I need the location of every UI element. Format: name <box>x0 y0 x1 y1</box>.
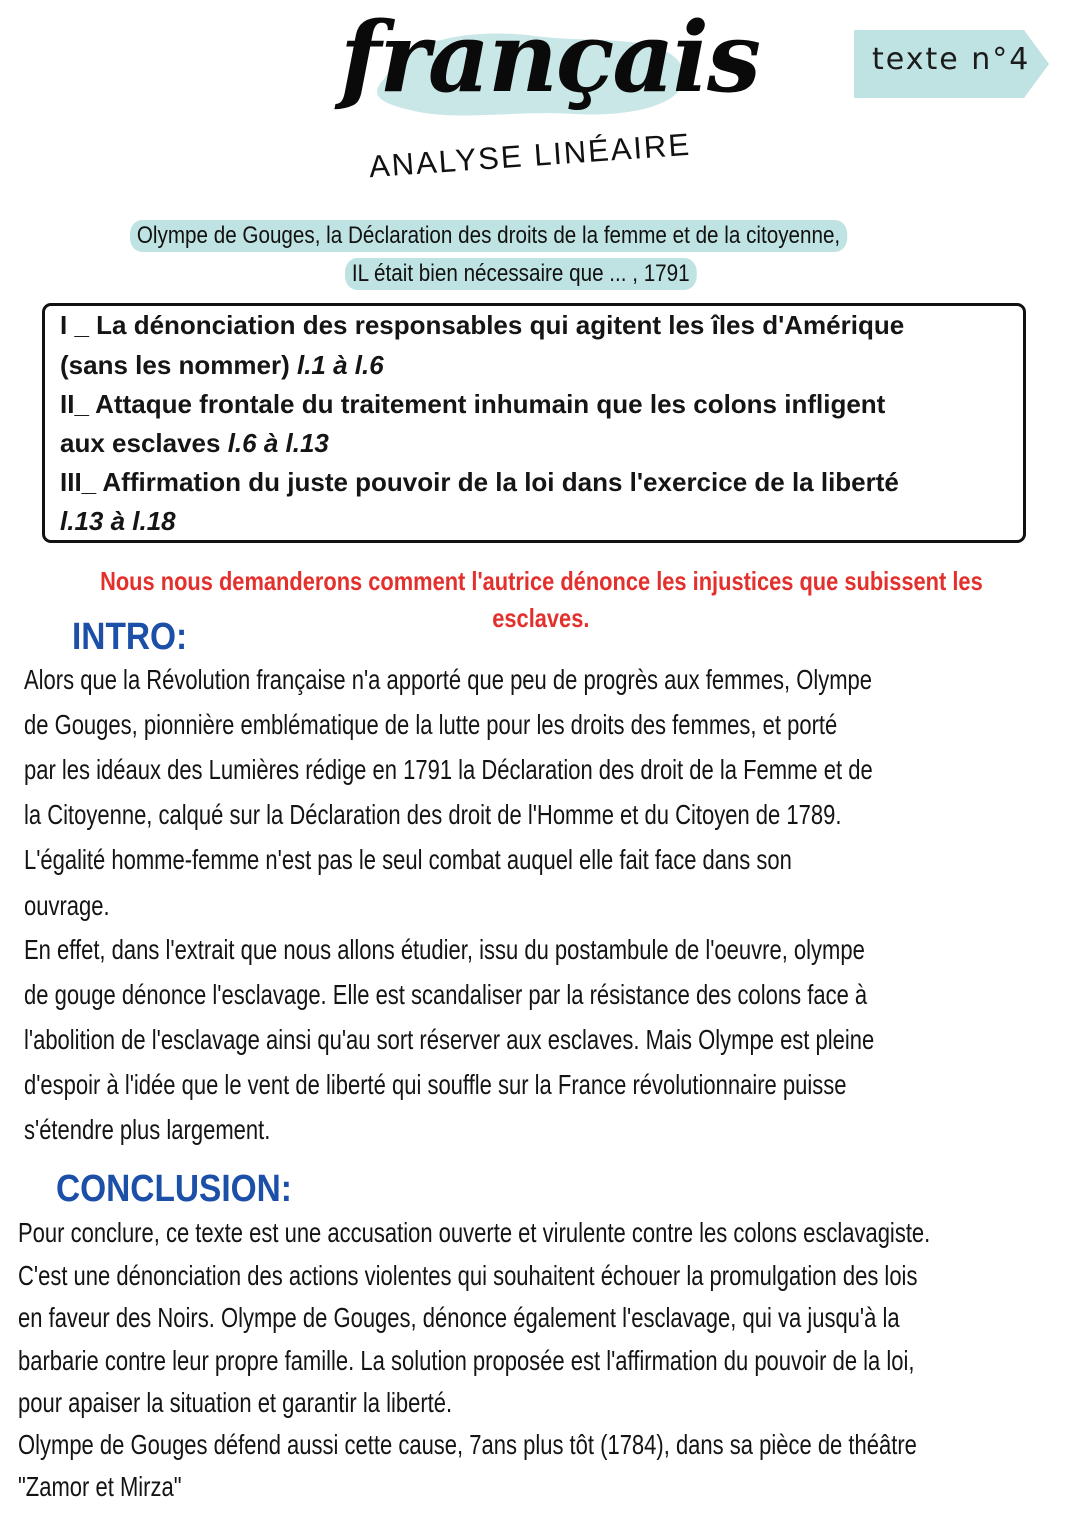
plan-line: I _ La dénonciation des responsables qui agitent les îles d'Amérique <box>60 310 905 340</box>
conclusion-line: Olympe de Gouges défend aussi cette cause, 7ans plus tôt (1784), dans sa pièce de théâtre <box>18 1429 917 1460</box>
page-title: français <box>340 1 760 114</box>
intro-line: ouvrage. <box>24 890 110 921</box>
intro-line: En effet, dans l'extrait que nous allons étudier, issu du postambule de l'oeuvre, olympe <box>24 934 865 965</box>
intro-line: de gouge dénonce l'esclavage. Elle est scandaliser par la résistance des colons face à <box>24 979 868 1010</box>
problematique-line-1: Nous nous demanderons comment l'autrice dénonce les injustices que subissent les <box>99 566 983 596</box>
conclusion-line: barbarie contre leur propre famille. La solution proposée est l'affirmation du pouvoir de la loi, <box>18 1345 915 1376</box>
conclusion-heading: CONCLUSION: <box>56 1168 292 1210</box>
problematique-line-2: esclaves. <box>492 603 590 633</box>
page-subtitle: ANALYSE LINÉAIRE <box>367 126 693 185</box>
conclusion-line: Pour conclure, ce texte est une accusation ouverte et virulente contre les colons esclavagiste. <box>18 1217 931 1248</box>
source-line-2: IL était bien nécessaire que ... , 1791 <box>345 258 696 290</box>
intro-line: de Gouges, pionnière emblématique de la lutte pour les droits des femmes, et porté <box>24 709 838 740</box>
conclusion-line: C'est une dénonciation des actions violentes qui souhaitent échouer la promulgation des lois <box>18 1260 918 1291</box>
intro-heading: INTRO: <box>72 616 188 658</box>
intro-line: par les idéaux des Lumières rédige en 1791 la Déclaration des droit de la Femme et de <box>24 754 873 785</box>
intro-line: L'égalité homme-femme n'est pas le seul combat auquel elle fait face dans son <box>24 844 792 875</box>
plan-line: II_ Attaque frontale du traitement inhumain que les colons infligent <box>60 389 886 419</box>
intro-line: l'abolition de l'esclavage ainsi qu'au sort réserver aux esclaves. Mais Olympe est pleine <box>24 1024 875 1055</box>
texte-number-tag: texte n°4 <box>872 42 1031 77</box>
conclusion-line: en faveur des Noirs. Olympe de Gouges, dénonce également l'esclavage, qui va jusqu'à la <box>18 1302 900 1333</box>
intro-line: d'espoir à l'idée que le vent de liberté qui souffle sur la France révolutionnaire puisse <box>24 1069 847 1100</box>
intro-line: s'étendre plus largement. <box>24 1114 271 1145</box>
intro-line: la Citoyenne, calqué sur la Déclaration des droit de l'Homme et du Citoyen de 1789. <box>24 799 842 830</box>
plan-line: aux esclaves l.6 à l.13 <box>60 428 329 458</box>
plan-line: l.13 à l.18 <box>60 506 176 536</box>
plan-line: III_ Affirmation du juste pouvoir de la loi dans l'exercice de la liberté <box>60 467 899 497</box>
intro-line: Alors que la Révolution française n'a apporté que peu de progrès aux femmes, Olympe <box>24 664 873 695</box>
source-line-1: Olympe de Gouges, la Déclaration des droits de la femme et de la citoyenne, <box>130 220 847 252</box>
conclusion-line: pour apaiser la situation et garantir la liberté. <box>18 1387 453 1418</box>
plan-line: (sans les nommer) l.1 à l.6 <box>60 350 384 380</box>
conclusion-line: "Zamor et Mirza" <box>18 1471 182 1502</box>
